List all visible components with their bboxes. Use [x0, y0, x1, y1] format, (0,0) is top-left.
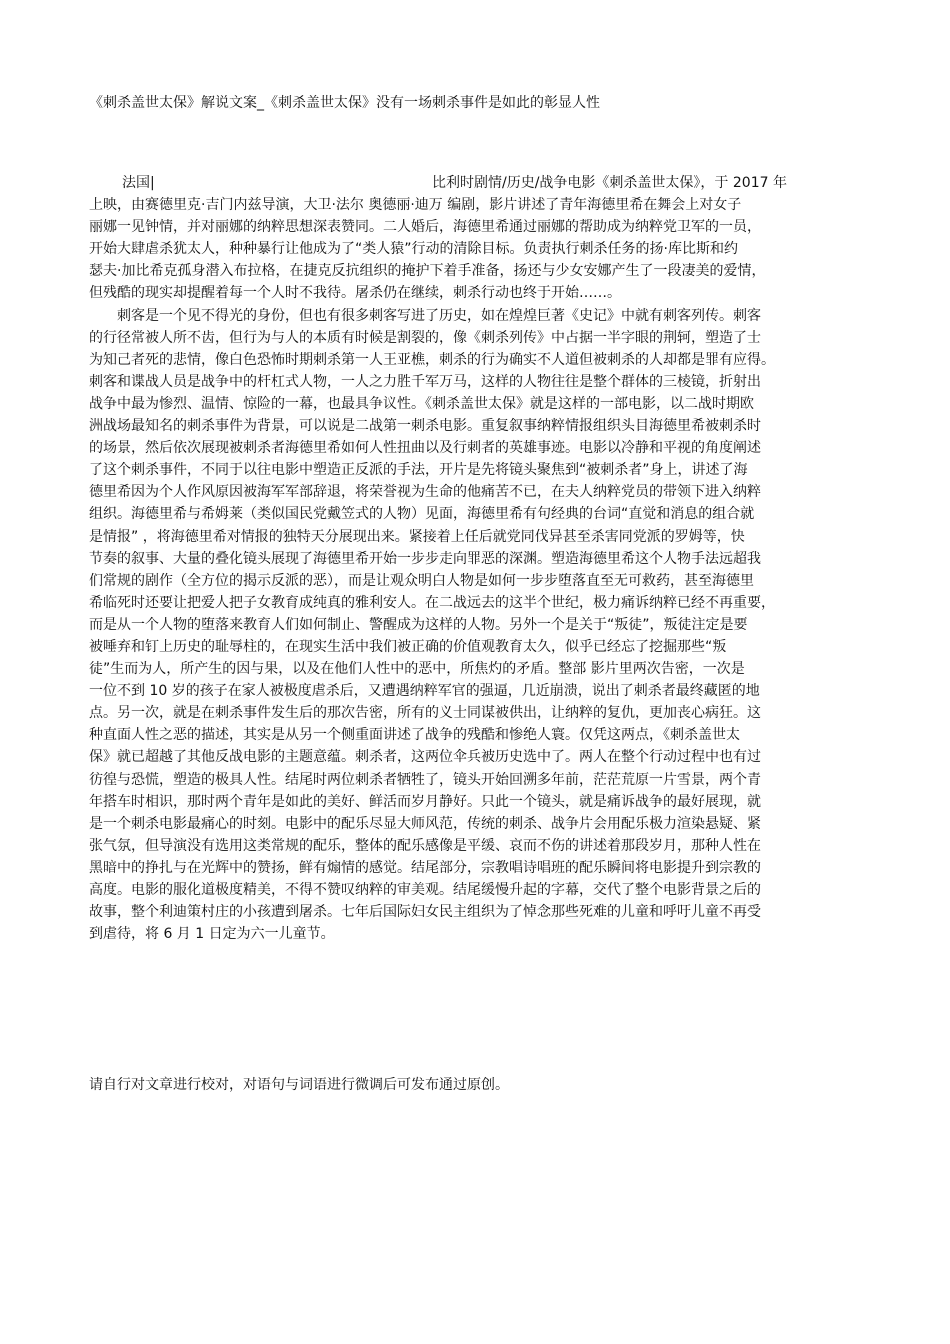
document-title: 《刺杀盖世太保》解说文案_《刺杀盖世太保》没有一场刺杀事件是如此的彰显人性 [89, 95, 600, 111]
article-line: 了这个刺杀事件，不同于以往电影中塑造正反派的手法，开片是先将镜头聚焦到“被刺杀者”身上，讲述了海 [89, 462, 748, 479]
article-line: 刺客和谍战人员是战争中的杆杠式人物，一人之力胜千军万马，这样的人物往往是整个群体的三棱镜，折射出 [89, 373, 761, 390]
article-line: 徒”生而为人，所产生的因与果，以及在他们人性中的恶中，所焦灼的矛盾。整部 影片里两次告密，一次是 [89, 661, 745, 678]
article-line: 被唾弃和钉上历史的耻辱柱的，在现实生活中我们被正确的价值观教育太久，似乎已经忘了挖掘那些“叛 [89, 638, 727, 655]
article-line: 种直面人性之恶的描述，其实是从另一个侧重面讲述了战争的残酷和惨绝人寰。仅凭这两点，《刺杀盖世太 [89, 727, 740, 744]
article-line: 为知己者死的悲情，像白色恐怖时期刺杀第一人王亚樵，刺杀的行为确实不人道但被刺杀的人却都是罪有应得。 [89, 351, 775, 368]
article-line: 瑟夫·加比希克孤身潜入布拉格，在捷克反抗组织的掩护下着手准备，扬还与少女安娜产生了一段凄美的爱情， [89, 263, 766, 280]
article-line: 高度。电影的服化道极度精美，不得不赞叹纳粹的审美观。结尾缓慢升起的字幕，交代了整个电影背景之后的 [89, 882, 761, 898]
article-line: 张气氛，但导演没有选用这类常规的配乐，整体的配乐感像是平缓、哀而不伤的讲述着那段岁月，那种人性在 [89, 837, 761, 854]
article-first-line [89, 172, 864, 194]
article-line: 是情报” ，将海德里希对情报的独特天分展现出来。紧接着上任后就党同伐异甚至杀害同党派的罗姆等，快 [89, 528, 745, 545]
article-line: 年搭车时相识，那时两个青年是如此的美好、鲜活而岁月静好。只此一个镜头，就是痛诉战争的最好展现，就 [89, 793, 761, 810]
article-first-line-rest: 比利时剧情/历史/战争电影《刺杀盖世太保》，于 2017 年 [432, 175, 787, 191]
article-line: 点。另一次，就是在刺杀事件发生后的那次告密，所有的义士同谋被供出，让纳粹的复仇，更加丧心病狂。这 [89, 705, 761, 722]
article-line: 的场景，然后依次展现被刺杀者海德里希如何人性扭曲以及行刺者的英雄事迹。电影以冷静和平视的角度阐述 [89, 440, 761, 457]
article-line: 是一个刺杀电影最痛心的时刻。电影中的配乐尽显大师风范，传统的刺杀、战争片会用配乐极力渲染悬疑、紧 [89, 815, 761, 832]
article-line: 上映，由赛德里克·吉门内兹导演，大卫·法尔 奥德丽·迪万 编剧，影片讲述了青年海德里希在舞会上对女子 [89, 197, 742, 214]
article-line: 战争中最为惨烈、温情、惊险的一幕，也最具争议性。《刺杀盖世太保》就是这样的一部电影，以二战时期欧 [89, 395, 754, 412]
article-line: 节奏的叙事、大量的叠化镜头展现了海德里希开始一步步走向罪恶的深渊。塑造海德里希这个人物手法远超我 [89, 550, 761, 567]
article-line: 组织。海德里希与希姆莱（类似国民党戴笠式的人物）见面，海德里希有句经典的台词“直觉和消息的组合就 [89, 506, 755, 523]
article-line: 开始大肆虐杀犹太人，种种暴行让他成为了“类人猿”行动的清除目标。负责执行刺杀任务的扬·库比斯和约 [89, 241, 738, 258]
article-line: 德里希因为个人作风原因被海军军部辞退，将荣誉视为生命的他痛苦不已，在夫人纳粹党员的带领下进入纳粹 [89, 484, 761, 501]
article-lines [89, 194, 864, 945]
article-line: 希临死时还要让把爱人把子女教育成纯真的雅利安人。在二战远去的这半个世纪，极力痛诉纳粹已经不再重要， [89, 594, 775, 611]
article-line: 丽娜一见钟情，并对丽娜的纳粹思想深表赞同。二人婚后，海德里希通过丽娜的帮助成为纳粹党卫军的一员， [89, 219, 761, 236]
article-line: 保》就已超越了其他反战电影的主题意蕴。刺杀者，这两位伞兵被历史选中了。两人在整个行动过程中也有过 [89, 749, 761, 766]
article-line: 到虐待，将 6 月 1 日定为六一儿童节。 [89, 926, 335, 943]
article-line: 的行径常被人所不齿，但行为与人的本质有时候是割裂的，像《刺杀列传》中占据一半字眼的荆轲，塑造了士 [89, 329, 761, 346]
article-line: 们常规的剧作（全方位的揭示反派的恶），而是让观众明白人物是如何一步步堕落直至无可救药，甚至海德里 [89, 572, 754, 589]
footer-note: 请自行对文章进行校对，对语句与词语进行微调后可发布通过原创。 [89, 1077, 509, 1093]
article-line: 而是从一个人物的堕落来教育人们如何制止、警醒成为这样的人物。另外一个是关于“叛徒”，叛徒注定是要 [89, 616, 748, 633]
article-line: 洲战场最知名的刺杀事件为背景，可以说是二战第一刺杀电影。重复叙事纳粹情报组织头目海德里希被刺杀时 [89, 418, 761, 435]
article-line: 彷徨与恐慌，塑造的极具人性。结尾时两位刺杀者牺牲了，镜头开始回溯多年前，茫茫荒原一片雪景，两个青 [89, 771, 761, 788]
article-first-line-lead: 法国| [122, 175, 155, 191]
article-line: 故事，整个利迪策村庄的小孩遭到屠杀。七年后国际妇女民主组织为了悼念那些死难的儿童和呼吁儿童不再受 [89, 904, 761, 921]
article-line: 黑暗中的挣扎与在光辉中的赞扬，鲜有煽情的感觉。结尾部分，宗教唱诗唱班的配乐瞬间将电影提升到宗教的 [89, 859, 761, 876]
article-line: 但残酷的现实却提醒着每一个人时不我待。屠杀仍在继续，刺杀行动也终于开始……。 [89, 285, 621, 302]
article-line: 刺客是一个见不得光的身份，但也有很多刺客写进了历史，如在煌煌巨著《史记》中就有刺客列传。刺客 [89, 307, 761, 324]
article-line: 一位不到 10 岁的孩子在家人被极度虐杀后，又遭遇纳粹军官的强逼，几近崩溃，说出了刺杀者最终藏匿的地 [89, 683, 760, 700]
article-body [89, 172, 864, 945]
